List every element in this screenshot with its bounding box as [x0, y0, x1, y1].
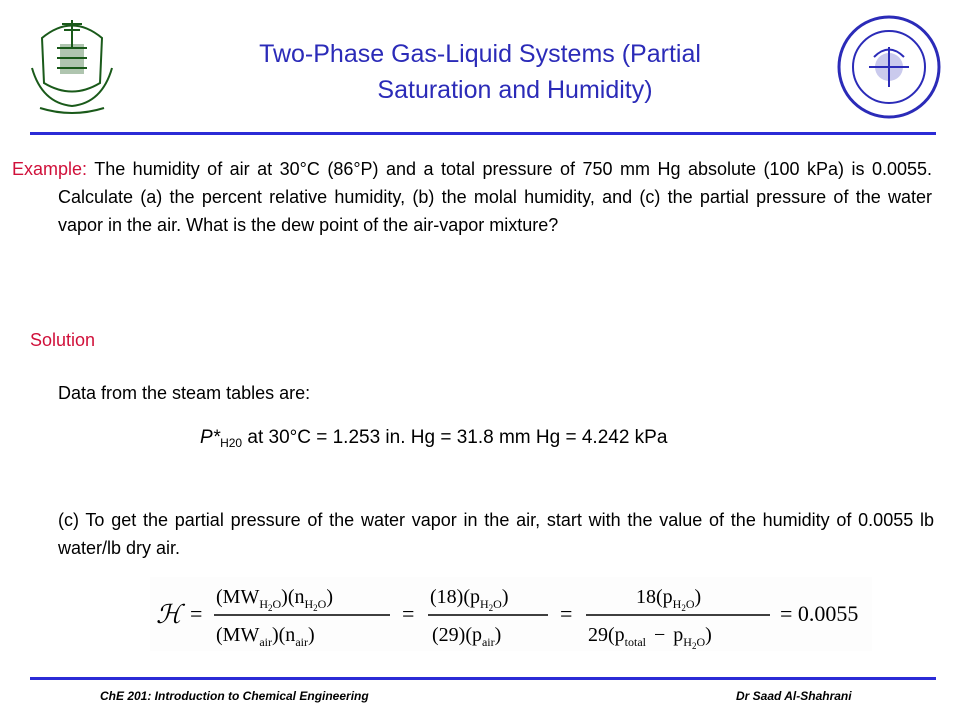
pressure-symbol: P*	[200, 427, 221, 448]
eq-result: = 0.0055	[780, 601, 859, 626]
title-line-2: Saturation and Humidity)	[377, 76, 653, 104]
humidity-equation	[150, 577, 872, 651]
pressure-values: at 30°C = 1.253 in. Hg = 31.8 mm Hg = 4.242 kPa	[242, 427, 668, 448]
eq-t3-den: $29(p_{total} - p_H2O)$	[588, 624, 712, 651]
top-divider	[30, 132, 936, 135]
footer-course: ChE 201: Introduction to Chemical Engineering	[100, 689, 369, 703]
solution-heading: Solution	[30, 330, 96, 350]
vapor-pressure-line	[200, 427, 667, 450]
slide-title	[150, 36, 810, 108]
part-c-text: (c) To get the partial pressure of the water vapor in the air, start with the value of the humidity of 0.0055 lb water/lb dry air.	[58, 510, 934, 558]
example-block	[12, 155, 932, 239]
pressure-subscript: H20	[220, 436, 243, 450]
footer-author: Dr Saad Al-Shahrani	[736, 689, 852, 703]
eq-equals-1: =	[190, 601, 203, 626]
steam-tables-intro: Data from the steam tables are:	[58, 383, 311, 403]
eq-t1-den: $(MW_{air})(n_{air})$	[216, 624, 315, 649]
eq-equals-3: =	[560, 601, 573, 626]
eq-equals-2: =	[402, 601, 415, 626]
example-label: Example:	[12, 159, 88, 179]
eq-t3-num: $18(p_H2O)$	[636, 586, 702, 613]
eq-t2-den: $(29)(p_{air})$	[432, 624, 502, 649]
eq-t1-num: $(MW_H2O)(n_H2O)$	[216, 586, 334, 613]
bottom-divider	[30, 677, 936, 680]
eq-lhs: ℋ	[156, 600, 182, 629]
title-line-1: Two-Phase Gas-Liquid Systems (Partial	[259, 40, 701, 68]
example-text: The humidity of air at 30°C (86°P) and a total pressure of 750 mm Hg absolute (100 kPa) is 0.0055. Calculate (a) the percent relative humidity, (b) the molal humidity, and (c) the partial pressure of the water vapor in the air. What is the dew point of the air-vapor mixture?	[58, 159, 932, 235]
university-logo	[12, 8, 132, 120]
eq-t2-num: $(18)(p_H2O)$	[430, 586, 509, 613]
department-seal-logo	[834, 12, 944, 122]
